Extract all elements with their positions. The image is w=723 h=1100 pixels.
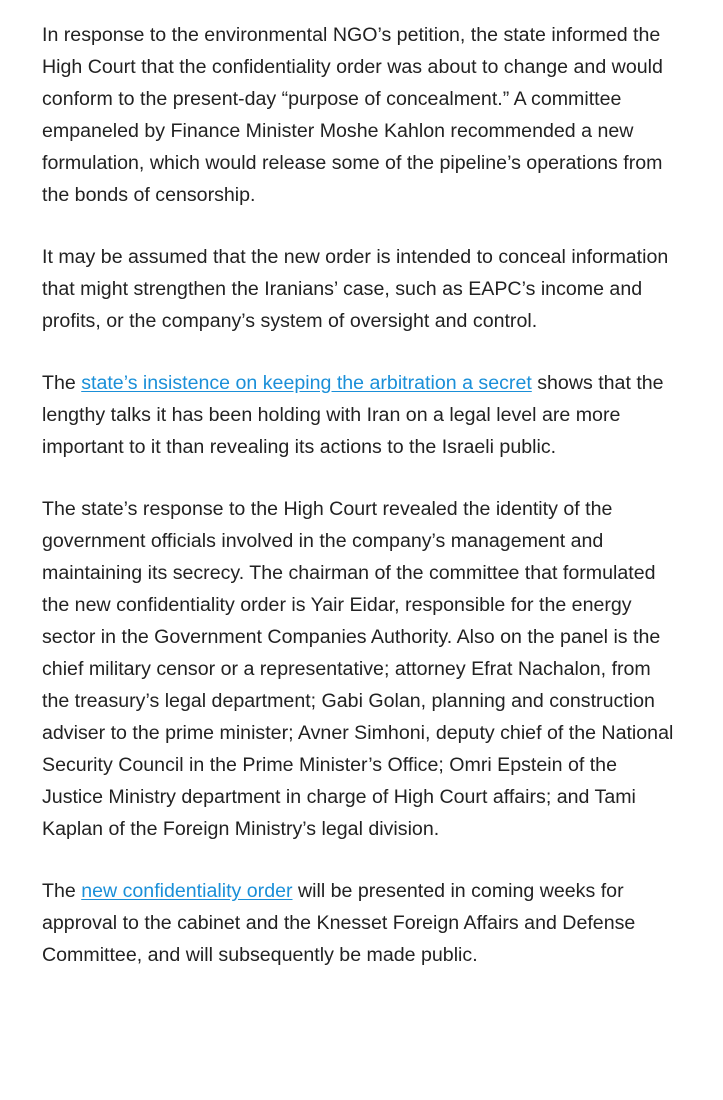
paragraph-text: It may be assumed that the new order is intended to conceal information that might strengthen the Iranians’ case, such as EAPC’s income and profits, or the company’s system of oversight and control. [42, 246, 669, 332]
paragraph-text-before-link: The [42, 372, 82, 394]
arbitration-secret-link[interactable]: state’s insistence on keeping the arbitration a secret [81, 372, 532, 394]
article-body [42, 19, 682, 1001]
paragraph-arbitration-secret [42, 367, 682, 463]
paragraph-petition-response [42, 19, 682, 211]
paragraph-text: In response to the environmental NGO’s petition, the state informed the High Court that the confidentiality order was about to change and would conform to the present-day “purpose of concealment.” A committee empaneled by Finance Minister Moshe Kahlon recommended a new formulation, which would release some of the pipeline’s operations from the bonds of censorship. [42, 24, 663, 206]
new-confidentiality-order-link[interactable]: new confidentiality order [81, 880, 293, 902]
paragraph-text-after-link: will be presented in coming weeks for approval to the cabinet and the Knesset Foreign Affairs and Defense Committee, and will subsequently be made public. [42, 880, 636, 966]
paragraph-officials-identity [42, 493, 682, 845]
paragraph-text: The state’s response to the High Court revealed the identity of the government officials involved in the company’s management and maintaining its secrecy. The chairman of the committee that formulated the new confidentiality order is Yair Eidar, responsible for the energy sector in the Government Companies Authority. Also on the panel is the chief military censor or a representative; attorney Efrat Nachalon, from the treasury’s legal department; Gabi Golan, planning and construction adviser to the prime minister; Avner Simhoni, deputy chief of the National Security Council in the Prime Minister’s Office; Omri Epstein of the Justice Ministry department in charge of High Court affairs; and Tami Kaplan of the Foreign Ministry’s legal division. [42, 498, 674, 840]
paragraph-text-after-link: shows that the lengthy talks it has been holding with Iran on a legal level are more important to it than revealing its actions to the Israeli public. [42, 372, 664, 458]
paragraph-text-before-link: The [42, 880, 82, 902]
paragraph-new-order-assumption [42, 241, 682, 337]
paragraph-order-presentation [42, 875, 682, 971]
